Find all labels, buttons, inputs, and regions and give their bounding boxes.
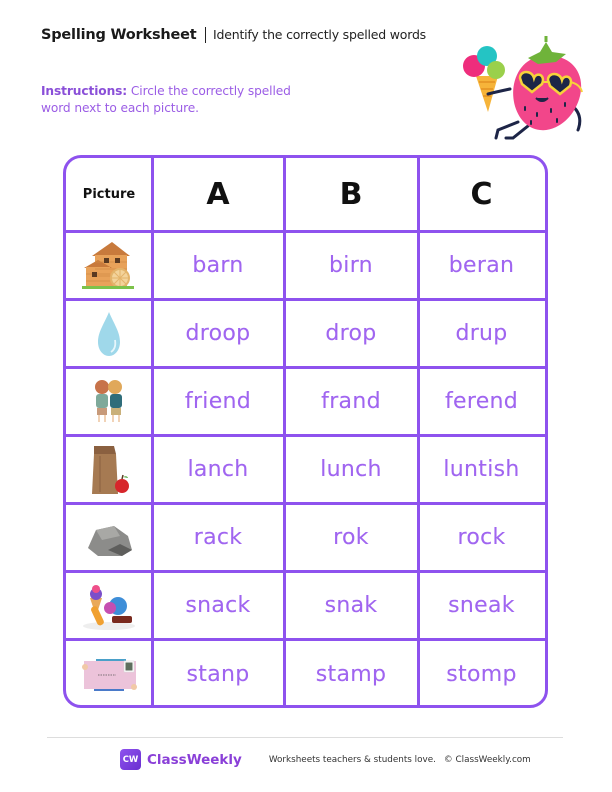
word-option: beran xyxy=(448,252,515,278)
header-b xyxy=(284,158,418,230)
header-c-label: C xyxy=(470,176,493,212)
table-row xyxy=(66,504,545,570)
word-option: stomp xyxy=(446,661,517,687)
footer xyxy=(120,749,531,770)
word-option: stanp xyxy=(186,661,250,687)
option-b[interactable] xyxy=(284,300,418,366)
word-option: lunch xyxy=(320,456,382,482)
envelope-stamp-icon xyxy=(78,647,140,701)
grid-divider xyxy=(66,502,545,505)
option-a[interactable] xyxy=(152,504,284,570)
word-option: drup xyxy=(455,320,508,346)
table-row xyxy=(66,640,545,708)
grid-divider xyxy=(66,638,545,641)
word-option: birn xyxy=(329,252,373,278)
grid-divider xyxy=(66,434,545,437)
option-b[interactable] xyxy=(284,572,418,638)
option-c[interactable] xyxy=(418,368,545,434)
water-drop-icon xyxy=(78,306,140,360)
word-option: rack xyxy=(193,524,243,550)
table-row xyxy=(66,572,545,638)
strawberry-with-ice-cream-icon xyxy=(458,34,593,146)
table-row xyxy=(66,368,545,434)
header-picture xyxy=(66,158,152,230)
word-option: barn xyxy=(192,252,244,278)
word-option: friend xyxy=(184,388,252,414)
option-c[interactable] xyxy=(418,232,545,298)
grid-divider xyxy=(66,366,545,369)
word-option: rok xyxy=(333,524,369,550)
grid-divider xyxy=(66,570,545,573)
instructions xyxy=(41,83,301,117)
worksheet-header xyxy=(41,27,426,43)
table-row xyxy=(66,436,545,502)
snacks-icon xyxy=(78,578,140,632)
grid-divider xyxy=(151,158,154,705)
option-a[interactable] xyxy=(152,436,284,502)
option-c[interactable] xyxy=(418,300,545,366)
logo-text: CW xyxy=(122,754,139,765)
word-option: ferend xyxy=(444,388,519,414)
header-divider xyxy=(205,27,207,43)
grid-divider xyxy=(66,298,545,301)
word-option: lanch xyxy=(187,456,249,482)
word-option: rock xyxy=(457,524,506,550)
classweekly-logo-icon xyxy=(120,749,141,770)
footer-divider xyxy=(47,737,563,738)
rock-icon xyxy=(78,510,140,564)
option-c[interactable] xyxy=(418,640,545,708)
option-a[interactable] xyxy=(152,640,284,708)
word-option: sneak xyxy=(448,592,515,618)
grid-divider xyxy=(283,158,286,705)
option-b[interactable] xyxy=(284,368,418,434)
word-option: drop xyxy=(325,320,377,346)
header-c xyxy=(418,158,545,230)
word-option: luntish xyxy=(443,456,520,482)
table-row xyxy=(66,300,545,366)
option-a[interactable] xyxy=(152,572,284,638)
picture-cell xyxy=(66,436,152,502)
option-a[interactable] xyxy=(152,232,284,298)
instructions-label: Instructions: xyxy=(41,84,128,98)
instructions-text: Circle the correctly spelled word next to each picture. xyxy=(41,84,291,115)
word-option: snak xyxy=(324,592,378,618)
word-option: droop xyxy=(185,320,251,346)
friends-icon xyxy=(78,374,140,428)
picture-cell xyxy=(66,300,152,366)
picture-cell xyxy=(66,504,152,570)
header-picture-label: Picture xyxy=(82,186,136,202)
option-c[interactable] xyxy=(418,572,545,638)
grid-divider xyxy=(66,230,545,233)
word-option: frand xyxy=(321,388,381,414)
table-header-row xyxy=(66,158,545,230)
option-b[interactable] xyxy=(284,504,418,570)
picture-cell xyxy=(66,232,152,298)
option-c[interactable] xyxy=(418,436,545,502)
worksheet-subtitle: Identify the correctly spelled words xyxy=(213,27,426,42)
table-row xyxy=(66,232,545,298)
option-a[interactable] xyxy=(152,300,284,366)
lunch-bag-icon xyxy=(78,442,140,496)
option-c[interactable] xyxy=(418,504,545,570)
header-a xyxy=(152,158,284,230)
picture-cell xyxy=(66,572,152,638)
picture-cell xyxy=(66,368,152,434)
header-b-label: B xyxy=(339,176,363,212)
option-b[interactable] xyxy=(284,436,418,502)
word-option: stamp xyxy=(315,661,387,687)
footer-copyright: © ClassWeekly.com xyxy=(443,754,531,765)
grid-divider xyxy=(417,158,420,705)
option-b[interactable] xyxy=(284,640,418,708)
spelling-table xyxy=(63,155,548,708)
word-option: snack xyxy=(185,592,251,618)
option-a[interactable] xyxy=(152,368,284,434)
barn-icon xyxy=(78,238,140,292)
footer-tagline: Worksheets teachers & students love. xyxy=(268,754,436,765)
option-b[interactable] xyxy=(284,232,418,298)
worksheet-title: Spelling Worksheet xyxy=(41,27,197,43)
picture-cell xyxy=(66,640,152,708)
brand-name: ClassWeekly xyxy=(147,751,242,768)
header-a-label: A xyxy=(206,176,230,212)
